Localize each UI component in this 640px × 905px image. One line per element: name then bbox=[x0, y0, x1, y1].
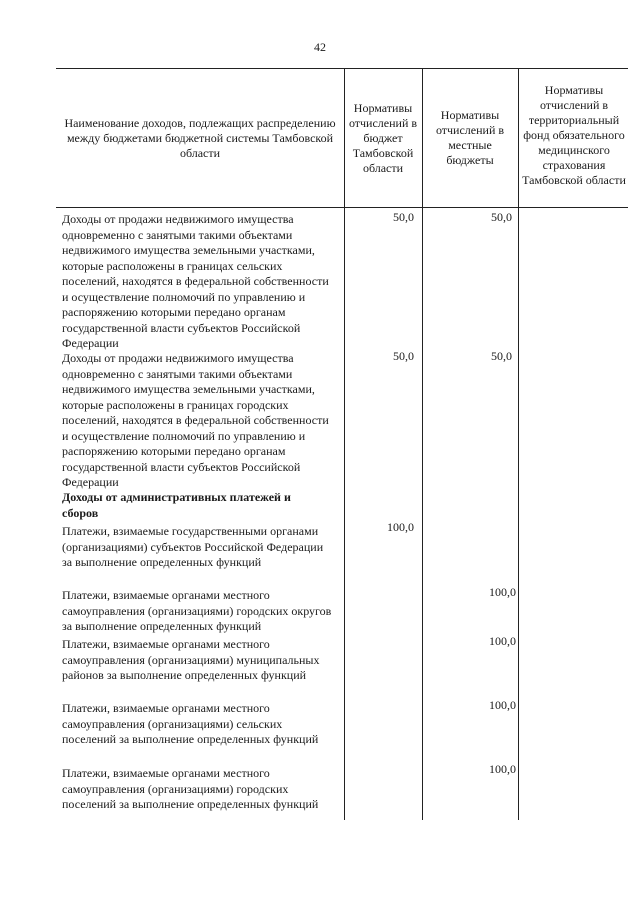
income-name: Платежи, взимаемые органами местного самоуправления (организациями) муниципальных районов за выполнение определенных функций bbox=[62, 637, 320, 682]
regional-value: 100,0 bbox=[387, 520, 414, 534]
regional-value: 50,0 bbox=[393, 349, 414, 363]
income-name: Платежи, взимаемые органами местного самоуправления (организациями) городских поселений за выполнение определенных функций bbox=[62, 766, 319, 811]
local-value: 100,0 bbox=[489, 762, 516, 776]
header-regional-budget: Нормативы отчислений в бюджет Тамбовской области bbox=[348, 100, 418, 175]
section-heading: Доходы от административных платежей и сборов bbox=[62, 490, 291, 520]
header-income-name: Наименование доходов, подлежащих распределению между бюджетами бюджетной системы Тамбовской области bbox=[64, 115, 336, 160]
table-row bbox=[62, 351, 334, 491]
local-value: 100,0 bbox=[489, 585, 516, 599]
header-medical-insurance-fund: Нормативы отчислений в территориальный фонд обязательного медицинского страхования Тамбовской области bbox=[522, 82, 626, 187]
table-row bbox=[62, 701, 334, 748]
column-divider-2 bbox=[422, 68, 423, 820]
income-name: Доходы от продажи недвижимого имущества одновременно с занятыми такими объектами недвижимого имущества земельными участками, которые расположены в границах городских поселений, находятся в федеральной собственности и осуществление полномочий по управлению и распоряжению которыми передано органам государственной власти субъектов Российской Федерации bbox=[62, 351, 329, 489]
income-name: Платежи, взимаемые органами местного самоуправления (организациями) сельских поселений за выполнение определенных функций bbox=[62, 701, 319, 746]
local-value: 50,0 bbox=[491, 210, 512, 224]
table-row bbox=[62, 588, 334, 635]
section-heading-row bbox=[62, 490, 312, 521]
income-name: Доходы от продажи недвижимого имущества одновременно с занятыми такими объектами недвижимого имущества земельными участками, которые расположены в границах сельских поселений, находятся в федеральной собственности и осуществление полномочий по управлению и распоряжению которыми передано органам государственной власти субъектов Российской Федерации bbox=[62, 212, 329, 350]
page-number: 42 bbox=[314, 40, 326, 54]
table-header-rule bbox=[56, 207, 628, 208]
local-value: 50,0 bbox=[491, 349, 512, 363]
column-divider-1 bbox=[344, 68, 345, 820]
table-row bbox=[62, 524, 334, 571]
table-row bbox=[62, 637, 334, 684]
local-value: 100,0 bbox=[489, 698, 516, 712]
table-row bbox=[62, 212, 334, 352]
regional-value: 50,0 bbox=[393, 210, 414, 224]
column-divider-3 bbox=[518, 68, 519, 820]
table-row bbox=[62, 766, 334, 813]
header-local-budgets: Нормативы отчислений в местные бюджеты bbox=[435, 108, 505, 167]
local-value: 100,0 bbox=[489, 634, 516, 648]
income-name: Платежи, взимаемые органами местного самоуправления (организациями) городских округов за выполнение определенных функций bbox=[62, 588, 332, 633]
income-name: Платежи, взимаемые государственными органами (организациями) субъектов Российской Федерации за выполнение определенных функций bbox=[62, 524, 324, 569]
